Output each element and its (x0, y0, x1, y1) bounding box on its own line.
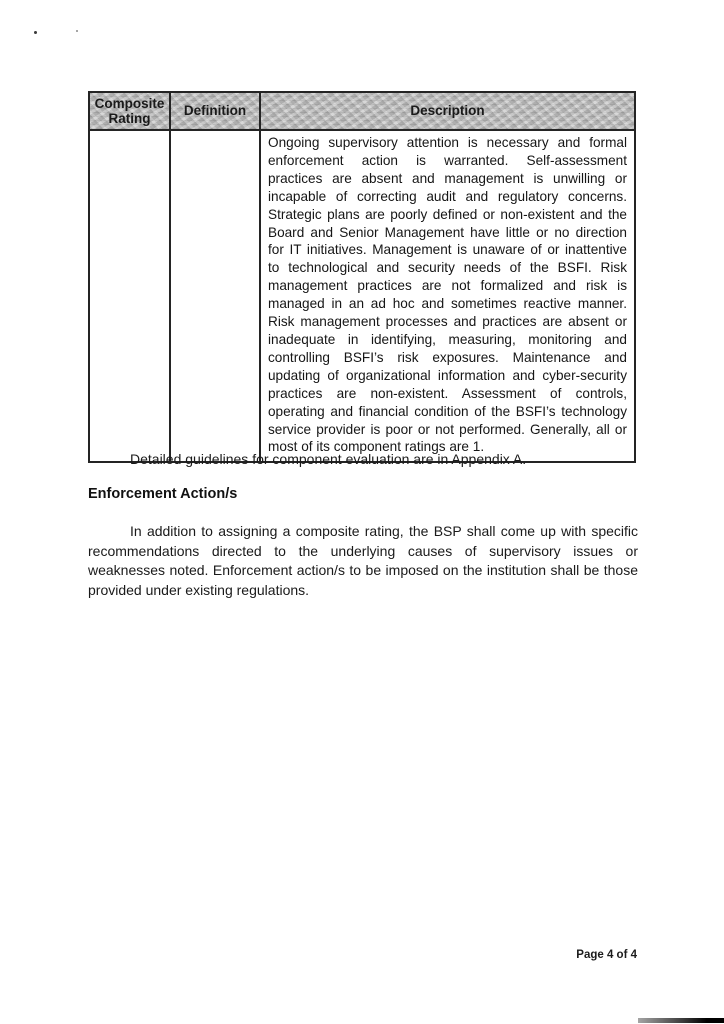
table-header-row (90, 93, 634, 131)
cell-description: Ongoing supervisory attention is necessary and formal enforcement action is warranted. Self-assessment practices are absent and management is unwilling or incapable of correcting audit and regulatory concerns. Strategic plans are poorly defined or non-existent and the Board and Senior Management have little or no direction for IT initiatives. Management is unaware of or inattentive to technological and security needs of the BSFI. Risk management practices are not formalized and risk is managed in an ad hoc and sometimes reactive manner. Risk management processes and practices are absent or inadequate in identifying, measuring, monitoring and controlling BSFI’s risk exposures. Maintenance and updating of organizational information and cyber-security practices are non-existent. Assessment of controls, operating and financial condition of the BSFI’s technology service provider is poor or not performed. Generally, all or most of its component ratings are 1. (268, 135, 627, 455)
page-number: Page 4 of 4 (576, 949, 637, 961)
scan-artifact-dot (34, 31, 37, 34)
header-definition: Definition (171, 93, 261, 129)
scan-artifact-dot (76, 30, 78, 32)
composite-rating-table (88, 91, 636, 463)
body-paragraph: In addition to assigning a composite rating, the BSP shall come up with specific recommendations directed to the underlying causes of supervisory issues or weaknesses noted. Enforcement action/s to be imposed on the institution shall be those provided under existing regulations. (88, 523, 638, 598)
header-composite-rating: Composite Rating (90, 93, 171, 129)
scan-edge-artifact (638, 1018, 724, 1023)
header-description: Description (410, 103, 485, 119)
cell-definition (171, 131, 261, 461)
table-row (90, 131, 634, 461)
cell-composite-rating (90, 131, 171, 461)
appendix-note: Detailed guidelines for component evaluation are in Appendix A. (130, 451, 527, 467)
section-heading: Enforcement Action/s (88, 486, 238, 502)
